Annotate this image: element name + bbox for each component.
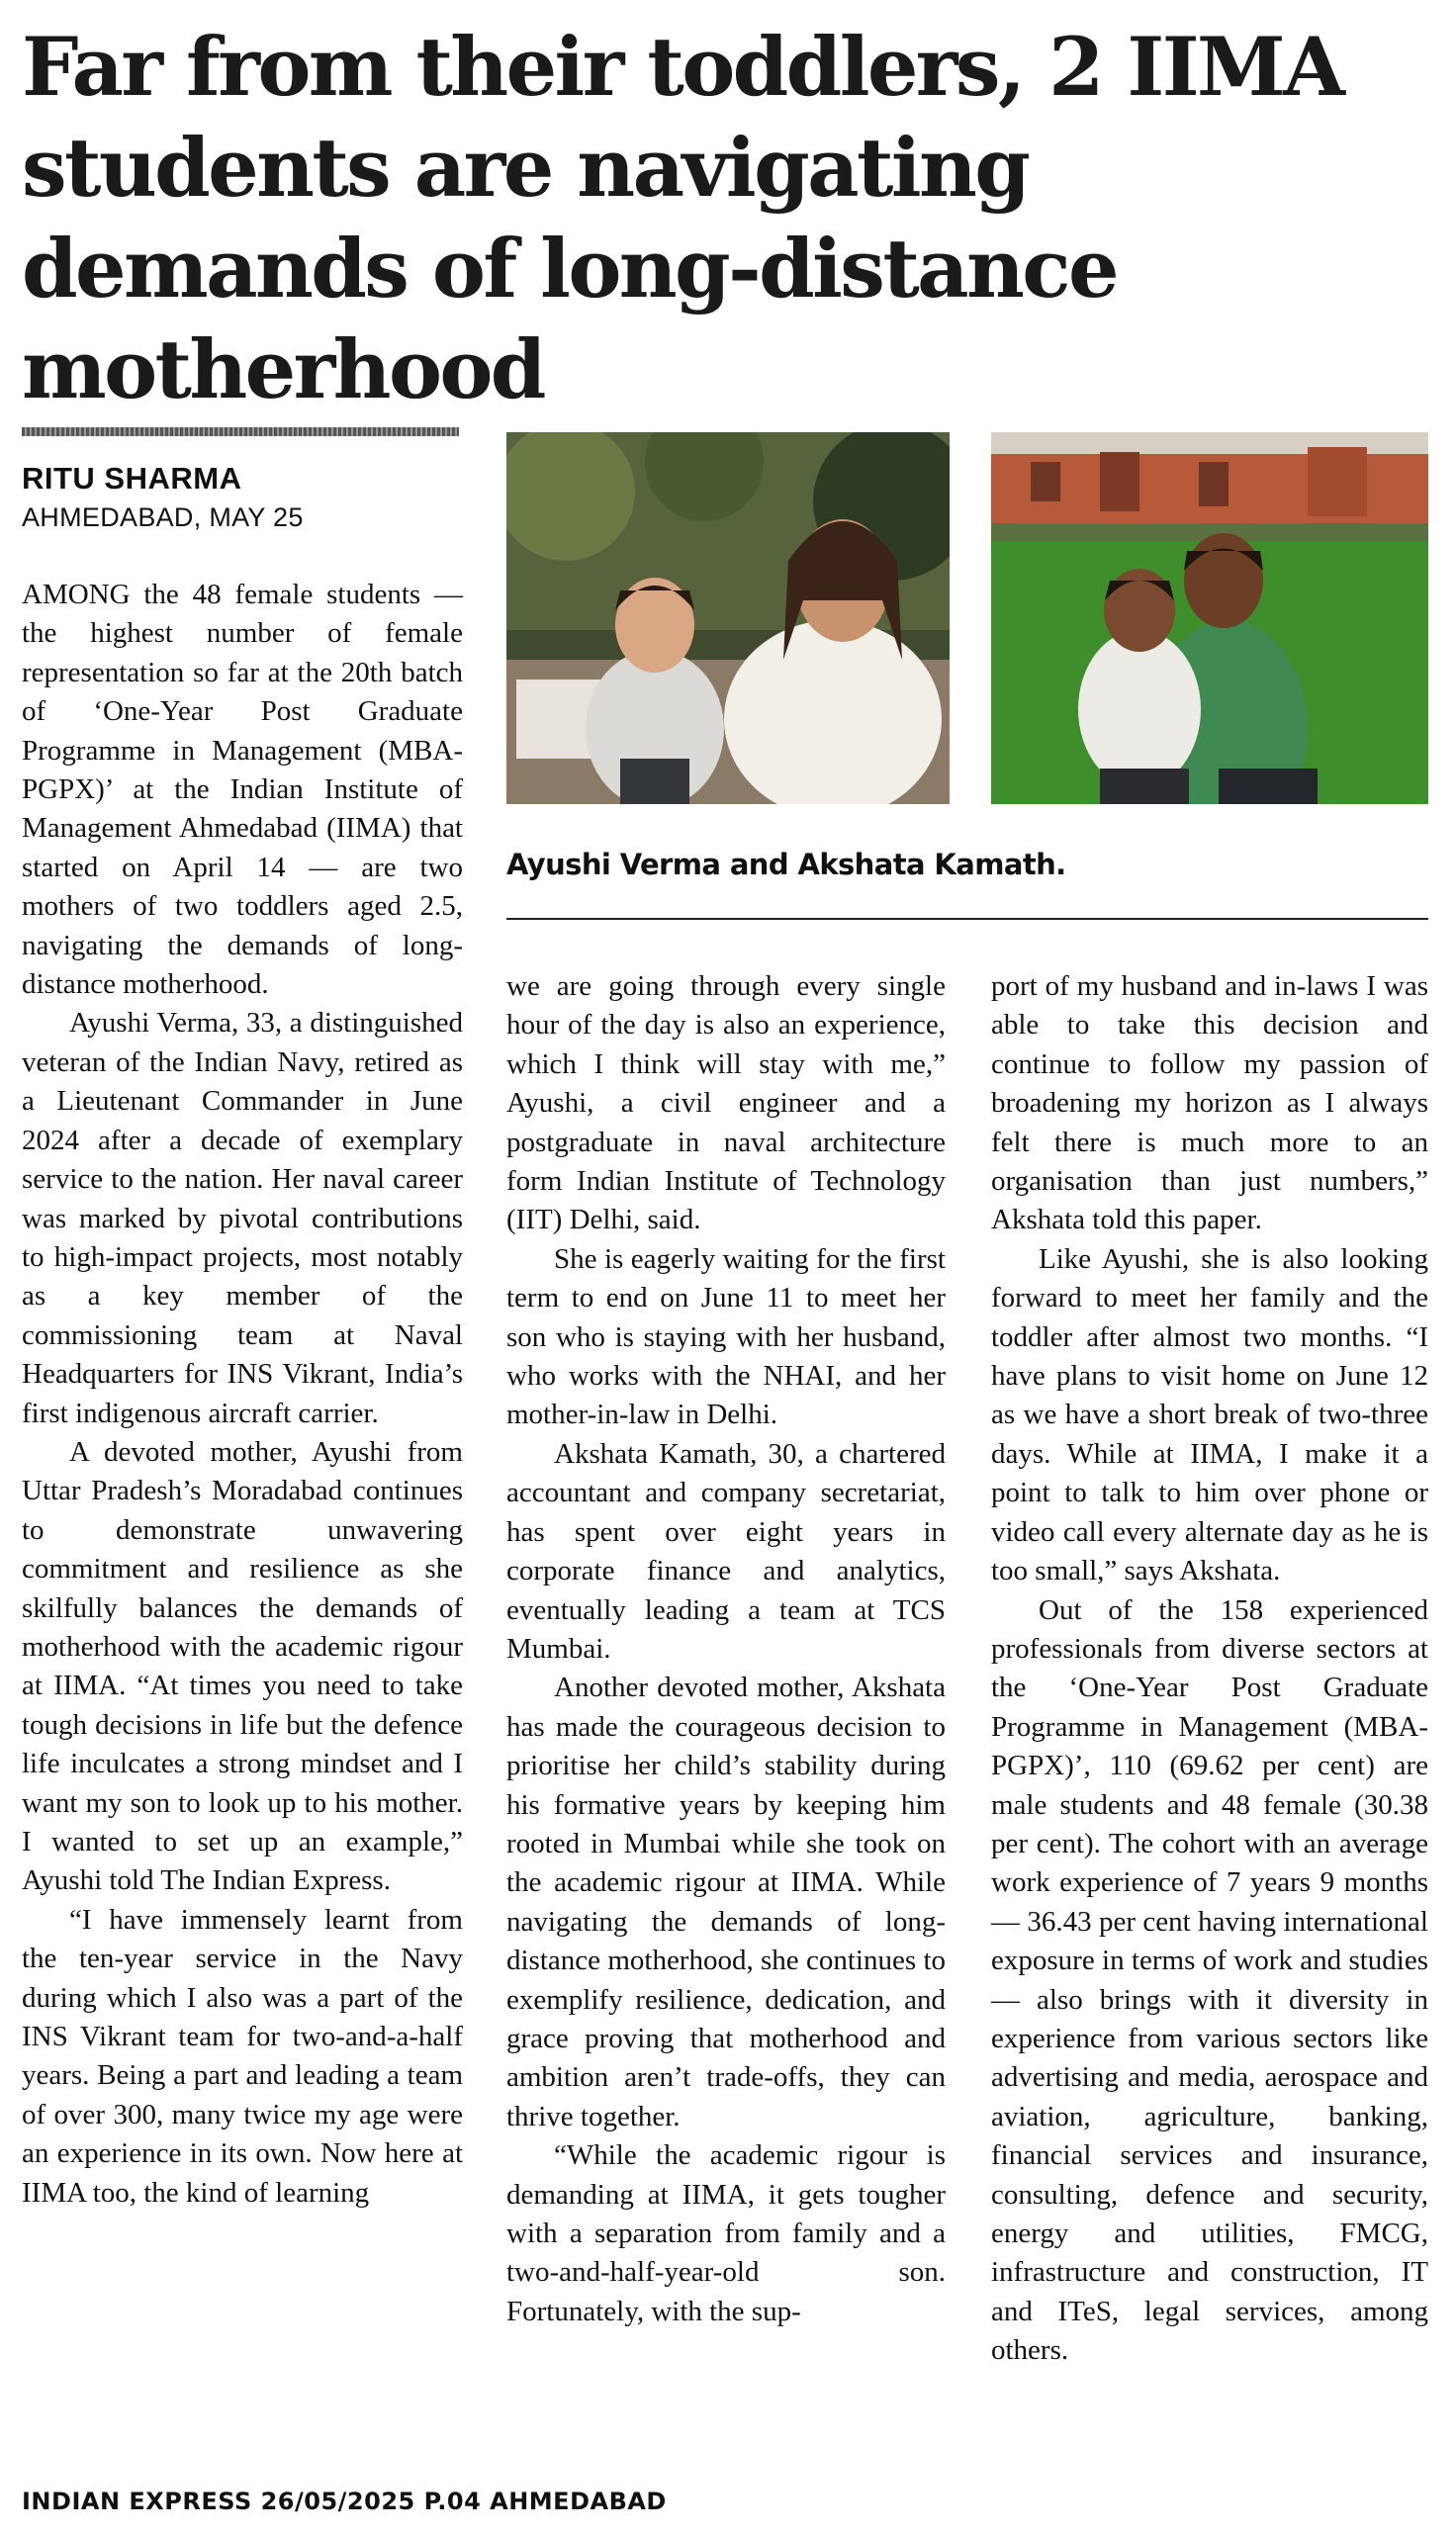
paragraph: Ayushi Verma, 33, a distinguished veteran of the Indian Navy, retired as a Lieutenant Commander in June 2024 after a decade of exemplary service to the nation. Her naval career was marked by pivotal contributions to high-impact projects, most notably as a key member of the commissioning team at Naval Headquarters for INS Vikrant, India’s first indigenous aircraft carrier. — [22, 1007, 463, 1429]
photo-akshata-kamath — [991, 432, 1428, 804]
article-column-3 — [991, 967, 1428, 2371]
paragraph: A devoted mother, Ayushi from Uttar Pradesh’s Moradabad continues to demonstrate unwavering commitment and resilience as she skilfully balances the demands of motherhood with the academic rigour at IIMA. “At times you need to take tough decisions in life but the defence life inculcates a strong mindset and I want my son to look up to his mother. I wanted to set up an example,” Ayushi told The Indian Express. — [22, 1435, 463, 1897]
byline-author: RITU SHARMA — [22, 461, 242, 496]
paragraph: Like Ayushi, she is also looking forward to meet her family and the toddler after almost two months. “I have plans to visit home on June 12 as we have a short break of two-three days. While at IIMA, I make it a point to talk to him over phone or video call every alternate day as he is too small,” says Akshata. — [991, 1242, 1428, 1587]
article-column-1 — [22, 576, 463, 2213]
paragraph: port of my husband and in-laws I was able to take this decision and continue to follow my passion of broadening my horizon as I always felt there is much more to an organisation than just numbers,” Akshata told this paper. — [991, 970, 1428, 1236]
paragraph: Akshata Kamath, 30, a chartered accountant and company secretariat, has spent over eight years in corporate finance and analytics, eventually leading a team at TCS Mumbai. — [506, 1437, 946, 1665]
paragraph: “I have immensely learnt from the ten-year service in the Navy during which I also was a part of the INS Vikrant team for two-and-a-half years. Being a part and leading a team of over 300, many twice my age were an experience in its own. Now here at IIMA too, the kind of learning — [22, 1903, 463, 2209]
paragraph: we are going through every single hour of the day is also an experience, which I think will stay with me,” Ayushi, a civil engineer and a postgraduate in naval architecture form Indian Institute of Technology (IIT) Delhi, said. — [506, 970, 946, 1236]
paragraph: Out of the 158 experienced professionals from diverse sectors at the ‘One-Year Post Graduate Programme in Management (MBA-PGPX)’, 110 (69.62 per cent) are male students and 48 female (30.38 per cent). The cohort with an average work experience of 7 years 9 months — 36.43 per cent having international exposure in terms of work and studies — also brings with it diversity in experience from various sectors like advertising and media, aerospace and aviation, agriculture, banking, financial services and insurance, consulting, defence and security, energy and utilities, FMCG, infrastructure and construction, IT and ITeS, legal services, among others. — [991, 1593, 1428, 2367]
publication-footer: INDIAN EXPRESS 26/05/2025 P.04 AHMEDABAD — [22, 2488, 667, 2515]
photo-ayushi-verma — [506, 432, 950, 804]
photo-caption: Ayushi Verma and Akshata Kamath. — [506, 848, 1066, 881]
paragraph: “While the academic rigour is demanding at IIMA, it gets tougher with a separation from family and a two-and-half-year-old son. Fortunately, with the sup- — [506, 2139, 946, 2327]
paragraph: Another devoted mother, Akshata has made the courageous decision to prioritise her child’s stability during his formative years by keeping him rooted in Mumbai while she took on the academic rigour at IIMA. While navigating the demands of long-distance motherhood, she continues to exemplify resilience, dedication, and grace proving that motherhood and ambition aren’t trade-offs, they can thrive together. — [506, 1672, 946, 2132]
article-column-2 — [506, 967, 946, 2331]
headline: Far from their toddlers, 2 IIMA students are navigating demands of long-distance motherhood — [22, 21, 1343, 417]
caption-rule — [506, 918, 1428, 920]
photo-mother-and-son-outdoors-icon — [506, 432, 950, 804]
photo-mother-and-son-on-campus-lawn-icon — [991, 432, 1428, 804]
paragraph: She is eagerly waiting for the first term to end on June 11 to meet her son who is staying with her husband, who works with the NHAI, and her mother-in-law in Delhi. — [506, 1242, 946, 1431]
byline-dateline: AHMEDABAD, MAY 25 — [22, 502, 304, 532]
byline-rule — [22, 427, 459, 436]
paragraph: AMONG the 48 female students — the highest number of female representation so far at the 20th batch of ‘One-Year Post Graduate Programme in Management (MBA-PGPX)’ at the Indian Institute of Management Ahmedabad (IIMA) that started on April 14 — are two mothers of two toddlers aged 2.5, navigating the demands of long-distance motherhood. — [22, 579, 463, 1001]
